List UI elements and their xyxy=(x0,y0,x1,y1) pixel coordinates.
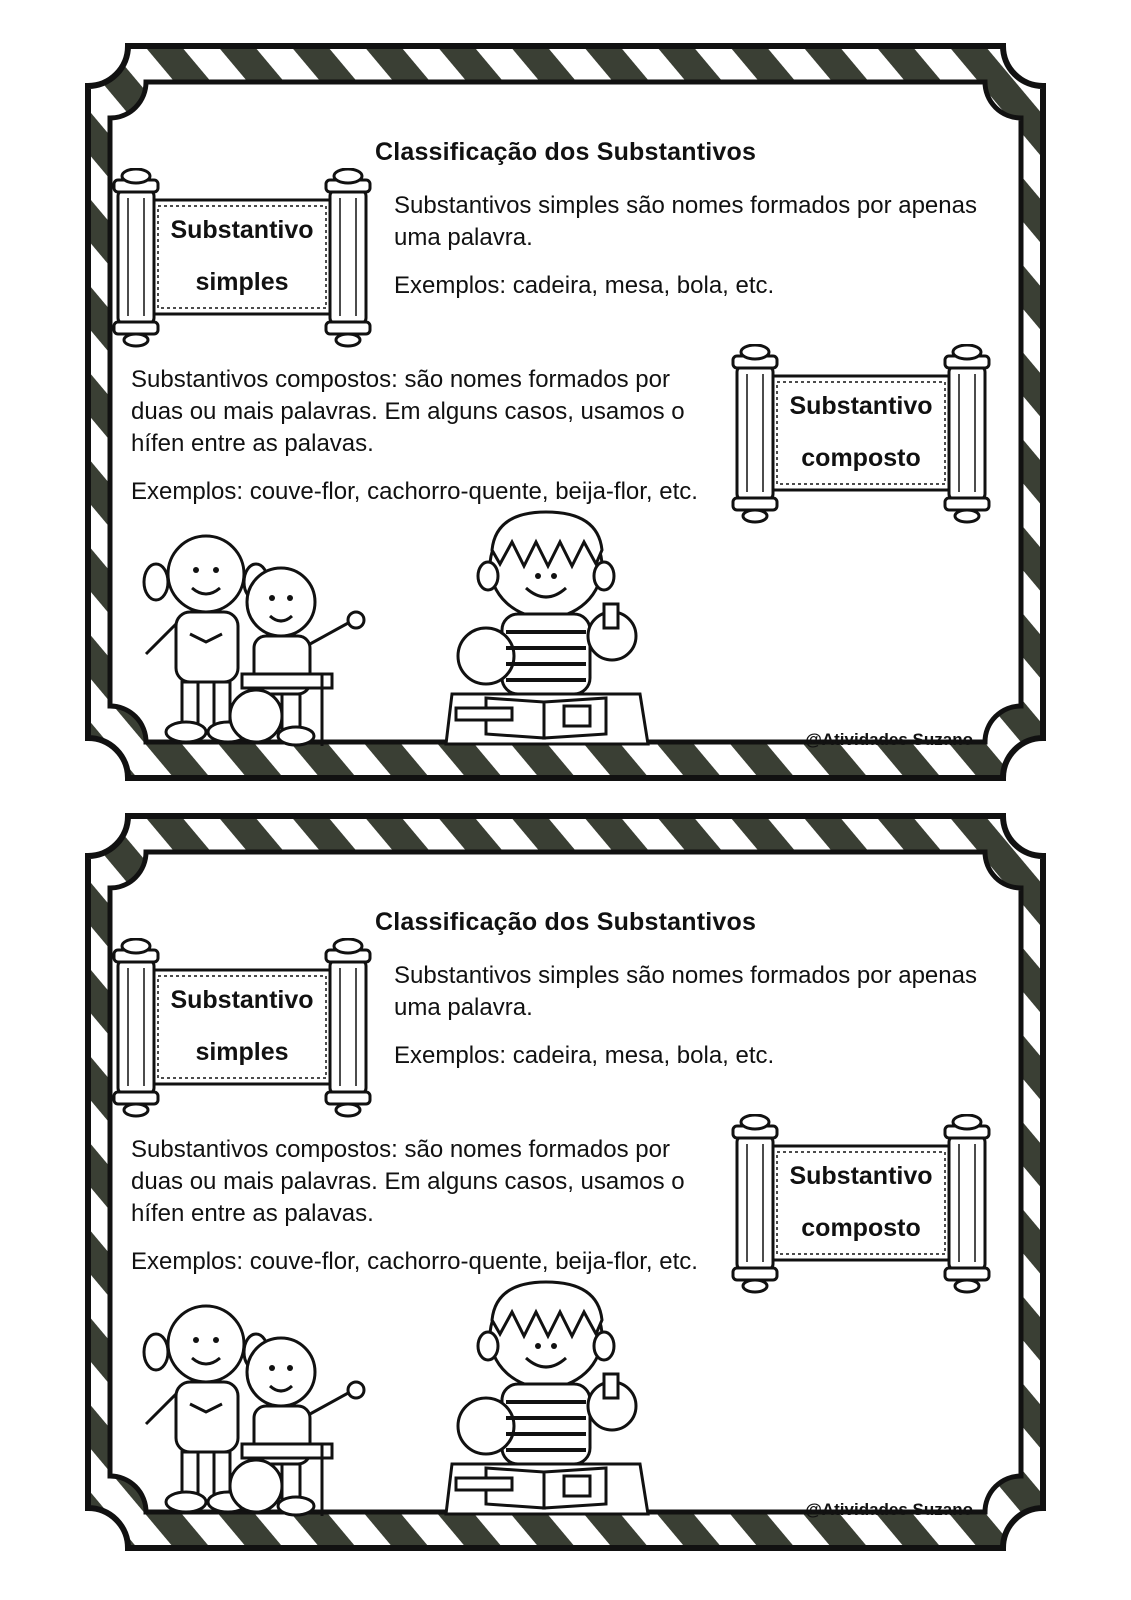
compound-definition: Substantivos compostos: são nomes formados por duas ou mais palavras. Em alguns casos, usamos o hífen entre as palavas. xyxy=(131,366,685,457)
badge-line-1: Substantivo xyxy=(170,986,314,1014)
scroll-banner-icon xyxy=(112,168,372,348)
badge-line-1: Substantivo xyxy=(789,1162,933,1190)
kids-illustration xyxy=(136,1294,366,1519)
credit-label: @Atividades Suzano xyxy=(805,1500,973,1519)
credit-label: @Atividades Suzano xyxy=(805,730,973,749)
activity-card-2 xyxy=(68,812,1063,1552)
simple-examples: Exemplos: cadeira, mesa, bola, etc. xyxy=(394,272,775,299)
card-title: Classificação dos Substantivos xyxy=(374,138,757,166)
badge-line-2: composto xyxy=(801,444,921,472)
badge-line-2: composto xyxy=(801,1214,921,1242)
card-title: Classificação dos Substantivos xyxy=(374,908,757,936)
compound-examples: Exemplos: couve-flor, cachorro-quente, beija-flor, etc. xyxy=(131,478,698,505)
simple-definition: Substantivos simples são nomes formados por apenas uma palavra. xyxy=(394,192,977,251)
scroll-banner-simple xyxy=(112,938,372,1118)
scroll-banner-icon xyxy=(112,938,372,1118)
scroll-banner-icon xyxy=(731,1114,991,1294)
scroll-banner-compound xyxy=(731,344,991,524)
simple-definition: Substantivos simples são nomes formados por apenas uma palavra. xyxy=(394,962,977,1021)
boy-reading-illustration xyxy=(436,506,656,751)
activity-card-1 xyxy=(68,42,1063,782)
simple-examples: Exemplos: cadeira, mesa, bola, etc. xyxy=(394,1042,775,1069)
compound-examples: Exemplos: couve-flor, cachorro-quente, beija-flor, etc. xyxy=(131,1248,698,1275)
badge-line-1: Substantivo xyxy=(789,392,933,420)
badge-line-2: simples xyxy=(195,268,289,296)
badge-line-1: Substantivo xyxy=(170,216,314,244)
scroll-banner-icon xyxy=(731,344,991,524)
boy-reading-illustration xyxy=(436,1276,656,1521)
kids-illustration xyxy=(136,524,366,749)
scroll-banner-compound xyxy=(731,1114,991,1294)
scroll-banner-simple xyxy=(112,168,372,348)
badge-line-2: simples xyxy=(195,1038,289,1066)
compound-definition: Substantivos compostos: são nomes formados por duas ou mais palavras. Em alguns casos, usamos o hífen entre as palavas. xyxy=(131,1136,685,1227)
